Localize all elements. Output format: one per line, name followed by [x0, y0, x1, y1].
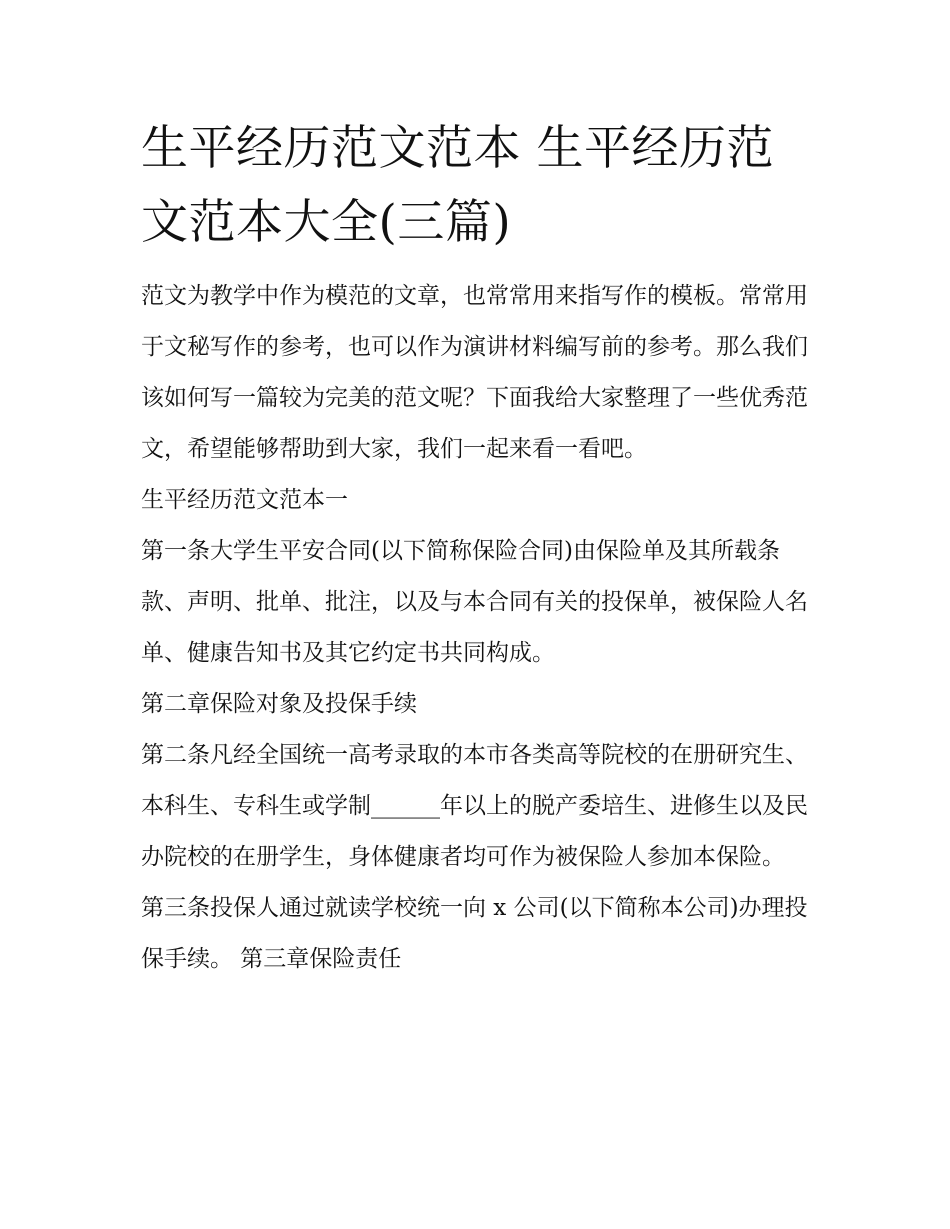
- document-body: [141, 112, 813, 985]
- document-title: 生平经历范文范本 生平经历范文范本大全(三篇): [141, 121, 774, 250]
- article-paragraph: 第三条投保人通过就读学校统一向 x 公司(以下简称本公司)办理投保手续。 第三章保险责任: [141, 895, 808, 972]
- section-heading: 生平经历范文范本一: [141, 487, 348, 513]
- intro-paragraph: 范文为教学中作为模范的文章，也常常用来指写作的模板。常常用于文秘写作的参考，也可以作为演讲材料编写前的参考。那么我们该如何写一篇较为完美的范文呢？下面我给大家整理了一些优秀范文，希望能够帮助到大家，我们一起来看一看吧。: [141, 283, 808, 462]
- article-paragraph: 第二条凡经全国统一高考录取的本市各类高等院校的在册研究生、本科生、专科生或学制______年以上的脱产委培生、进修生以及民办院校的在册学生，身体健康者均可作为被保险人参加本保险。: [141, 742, 808, 870]
- chapter-heading: 第二章保险对象及投保手续: [141, 691, 417, 717]
- article-paragraph: 第一条大学生平安合同(以下简称保险合同)由保险单及其所载条款、声明、批单、批注，以及与本合同有关的投保单，被保险人名单、健康告知书及其它约定书共同构成。: [141, 538, 808, 666]
